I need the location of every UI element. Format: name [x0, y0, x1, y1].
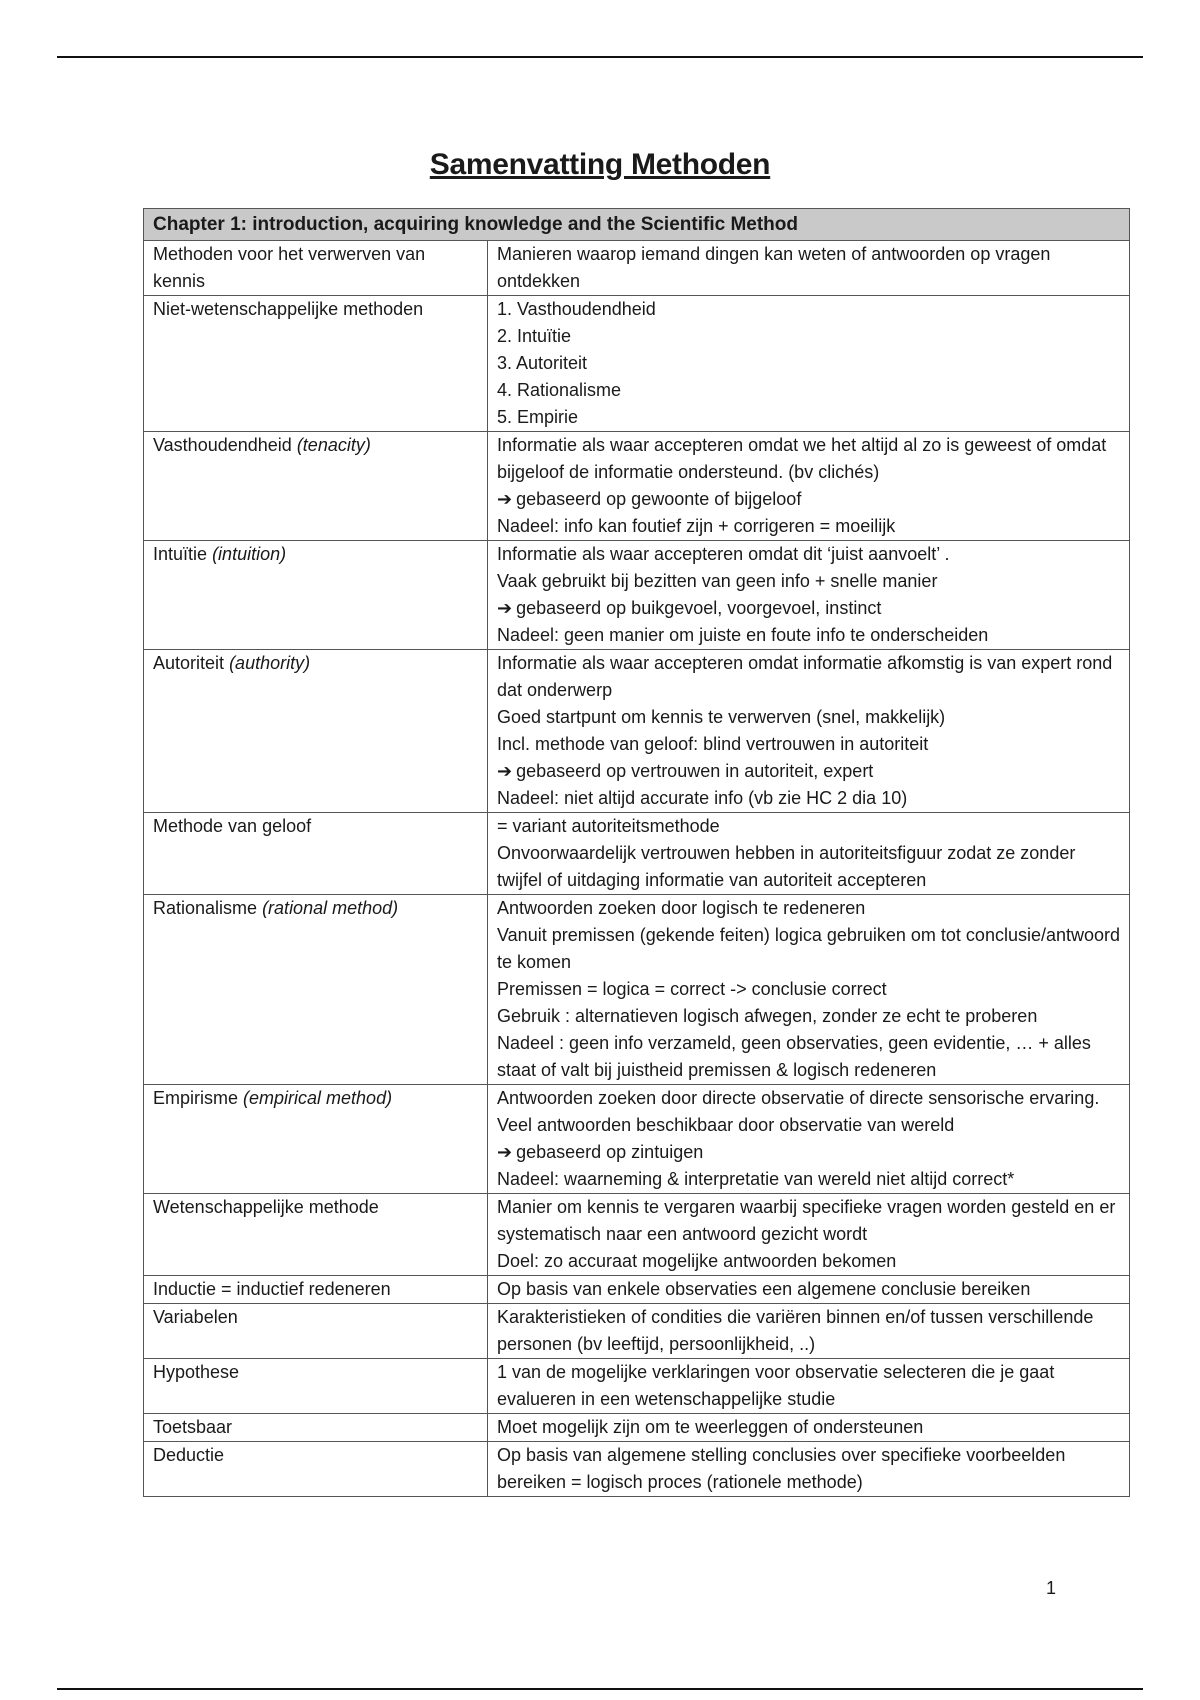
term-label: Autoriteit	[153, 653, 225, 673]
table-row	[144, 296, 1130, 432]
term-label: Variabelen	[153, 1307, 238, 1327]
definition-line	[497, 1085, 1120, 1112]
header-rule	[57, 56, 1143, 58]
term-cell	[144, 1304, 488, 1359]
term-label: Intuïtie	[153, 544, 208, 564]
definition-line	[497, 976, 1120, 1003]
definition-cell	[488, 1414, 1130, 1442]
definition-line	[497, 404, 1120, 431]
definition-cell	[488, 1085, 1130, 1194]
definition-text: 5. Empirie	[497, 407, 579, 427]
definition-line	[497, 922, 1120, 976]
table-row	[144, 1194, 1130, 1276]
definition-text: Informatie als waar accepteren omdat we het altijd al zo is geweest of omdat bijgeloof de informatie ondersteund. (bv clichés)	[497, 435, 1107, 482]
table-header-row	[144, 209, 1130, 241]
definition-line	[497, 568, 1120, 595]
definition-text: Veel antwoorden beschikbaar door observatie van wereld	[497, 1115, 955, 1135]
definition-line	[497, 513, 1120, 540]
definition-cell	[488, 1304, 1130, 1359]
term-english-note: (tenacity)	[296, 435, 371, 455]
definition-text: Karakteristieken of condities die variëren binnen en/of tussen verschillende personen (bv leeftijd, persoonlijkheid, ..)	[497, 1307, 1094, 1354]
term-english-note: (authority)	[229, 653, 311, 673]
term-label: Wetenschappelijke methode	[153, 1197, 379, 1217]
term-english-note: (empirical method)	[243, 1088, 393, 1108]
term-cell	[144, 432, 488, 541]
definition-line	[497, 541, 1120, 568]
term-cell	[144, 895, 488, 1085]
definition-line	[497, 1359, 1120, 1413]
definition-cell	[488, 296, 1130, 432]
definition-cell	[488, 1276, 1130, 1304]
page-title: Samenvatting Methoden	[429, 148, 771, 181]
definition-text: Vaak gebruikt bij bezitten van geen info + snelle manier	[497, 571, 938, 591]
definition-text: Op basis van enkele observaties een algemene conclusie bereiken	[497, 1279, 1031, 1299]
term-cell	[144, 1414, 488, 1442]
table-row	[144, 241, 1130, 296]
definition-line	[497, 1276, 1120, 1303]
table-body	[144, 241, 1130, 1497]
table-row	[144, 1304, 1130, 1359]
term-cell	[144, 541, 488, 650]
definition-line	[497, 241, 1120, 295]
table-row	[144, 1276, 1130, 1304]
right-arrow-icon: ➔	[497, 598, 513, 618]
definition-text: Manieren waarop iemand dingen kan weten of antwoorden op vragen ontdekken	[497, 244, 1051, 291]
term-cell	[144, 1194, 488, 1276]
definition-line	[497, 731, 1120, 758]
definition-text: Nadeel: niet altijd accurate info (vb zie HC 2 dia 10)	[497, 788, 908, 808]
term-cell	[144, 1085, 488, 1194]
definition-line	[497, 650, 1120, 704]
chapter-header: Chapter 1: introduction, acquiring knowledge and the Scientific Method	[144, 209, 1130, 241]
definition-text: Onvoorwaardelijk vertrouwen hebben in autoriteitsfiguur zodat ze zonder twijfel of uitdaging informatie van autoriteit accepteren	[497, 843, 1076, 890]
definition-text: 1. Vasthoudendheid	[497, 299, 656, 319]
page-number: 1	[1046, 1578, 1057, 1598]
right-arrow-icon: ➔	[497, 1142, 513, 1162]
term-cell	[144, 1442, 488, 1497]
table-row	[144, 432, 1130, 541]
definition-text: Nadeel: waarneming & interpretatie van wereld niet altijd correct*	[497, 1169, 1015, 1189]
right-arrow-icon: ➔	[497, 489, 513, 509]
table-row	[144, 1359, 1130, 1414]
definition-text: gebaseerd op vertrouwen in autoriteit, expert	[516, 761, 874, 781]
term-label: Empirisme	[153, 1088, 239, 1108]
term-english-note: (intuition)	[212, 544, 287, 564]
footer-rule	[57, 1688, 1143, 1690]
term-label: Deductie	[153, 1445, 225, 1465]
definition-cell	[488, 1194, 1130, 1276]
definition-text: Incl. methode van geloof: blind vertrouwen in autoriteit	[497, 734, 929, 754]
term-label: Toetsbaar	[153, 1417, 233, 1437]
table-row	[144, 1085, 1130, 1194]
table-row	[144, 1414, 1130, 1442]
definition-text: Informatie als waar accepteren omdat dit ‘juist aanvoelt’ .	[497, 544, 950, 564]
table-row	[144, 895, 1130, 1085]
definition-text: gebaseerd op gewoonte of bijgeloof	[516, 489, 802, 509]
definition-line	[497, 1166, 1120, 1193]
definition-text: = variant autoriteitsmethode	[497, 816, 720, 836]
definition-line	[497, 296, 1120, 323]
definition-text: Antwoorden zoeken door directe observatie of directe sensorische ervaring.	[497, 1088, 1100, 1108]
table-row	[144, 813, 1130, 895]
definition-line	[497, 486, 1120, 513]
definition-cell	[488, 650, 1130, 813]
definition-text: Premissen = logica = correct -> conclusie correct	[497, 979, 887, 999]
definition-text: Nadeel: info kan foutief zijn + corrigeren = moeilijk	[497, 516, 896, 536]
definition-line	[497, 432, 1120, 486]
definition-line	[497, 1030, 1120, 1084]
term-label: Vasthoudendheid	[153, 435, 292, 455]
term-cell	[144, 241, 488, 296]
definition-line	[497, 758, 1120, 785]
definition-line	[497, 1139, 1120, 1166]
definition-line	[497, 622, 1120, 649]
definition-line	[497, 704, 1120, 731]
definition-text: Goed startpunt om kennis te verwerven (snel, makkelijk)	[497, 707, 946, 727]
right-arrow-icon: ➔	[497, 761, 513, 781]
definition-text: Nadeel : geen info verzameld, geen observaties, geen evidentie, … + alles staat of valt bij juistheid premissen & logisch redeneren	[497, 1033, 1091, 1080]
definition-line	[497, 1442, 1120, 1496]
definition-text: Vanuit premissen (gekende feiten) logica gebruiken om tot conclusie/antwoord te komen	[497, 925, 1121, 972]
definition-line	[497, 1304, 1120, 1358]
term-label: Niet-wetenschappelijke methoden	[153, 299, 424, 319]
definition-cell	[488, 895, 1130, 1085]
table-row	[144, 650, 1130, 813]
definition-cell	[488, 241, 1130, 296]
table-row	[144, 1442, 1130, 1497]
definition-line	[497, 1414, 1120, 1441]
definition-cell	[488, 432, 1130, 541]
definition-text: 1 van de mogelijke verklaringen voor observatie selecteren die je gaat evalueren in een wetenschappelijke studie	[497, 1362, 1055, 1409]
term-label: Methode van geloof	[153, 816, 312, 836]
table-row	[144, 541, 1130, 650]
term-cell	[144, 813, 488, 895]
definition-line	[497, 895, 1120, 922]
definition-text: Moet mogelijk zijn om te weerleggen of ondersteunen	[497, 1417, 924, 1437]
definition-line	[497, 1112, 1120, 1139]
term-label: Rationalisme	[153, 898, 258, 918]
definition-line	[497, 350, 1120, 377]
term-cell	[144, 1359, 488, 1414]
definition-line	[497, 1194, 1120, 1248]
definition-line	[497, 323, 1120, 350]
definition-line	[497, 813, 1120, 840]
term-label: Methoden voor het verwerven van kennis	[153, 244, 426, 291]
definition-text: Op basis van algemene stelling conclusies over specifieke voorbeelden bereiken = logisch proces (rationele methode)	[497, 1445, 1066, 1492]
definition-text: gebaseerd op buikgevoel, voorgevoel, instinct	[516, 598, 882, 618]
definition-line	[497, 785, 1120, 812]
definition-line	[497, 1003, 1120, 1030]
definition-cell	[488, 541, 1130, 650]
definition-line	[497, 840, 1120, 894]
definition-text: Nadeel: geen manier om juiste en foute info te onderscheiden	[497, 625, 989, 645]
definition-text: Gebruik : alternatieven logisch afwegen, zonder ze echt te proberen	[497, 1006, 1038, 1026]
definition-cell	[488, 1442, 1130, 1497]
term-label: Hypothese	[153, 1362, 240, 1382]
definition-text: Informatie als waar accepteren omdat informatie afkomstig is van expert rond dat onderwerp	[497, 653, 1113, 700]
term-cell	[144, 650, 488, 813]
definition-line	[497, 595, 1120, 622]
definition-text: Manier om kennis te vergaren waarbij specifieke vragen worden gesteld en er systematisch naar een antwoord gezicht wordt	[497, 1197, 1116, 1244]
definition-text: 2. Intuïtie	[497, 326, 572, 346]
definition-text: gebaseerd op zintuigen	[516, 1142, 704, 1162]
term-english-note: (rational method)	[262, 898, 399, 918]
definition-text: 3. Autoriteit	[497, 353, 588, 373]
definition-line	[497, 1248, 1120, 1275]
term-label: Inductie = inductief redeneren	[153, 1279, 391, 1299]
term-cell	[144, 296, 488, 432]
term-cell	[144, 1276, 488, 1304]
definition-cell	[488, 813, 1130, 895]
summary-table	[143, 208, 1130, 1497]
definition-text: 4. Rationalisme	[497, 380, 622, 400]
definition-text: Antwoorden zoeken door logisch te redeneren	[497, 898, 866, 918]
definition-cell	[488, 1359, 1130, 1414]
definition-text: Doel: zo accuraat mogelijke antwoorden bekomen	[497, 1251, 897, 1271]
definition-line	[497, 377, 1120, 404]
